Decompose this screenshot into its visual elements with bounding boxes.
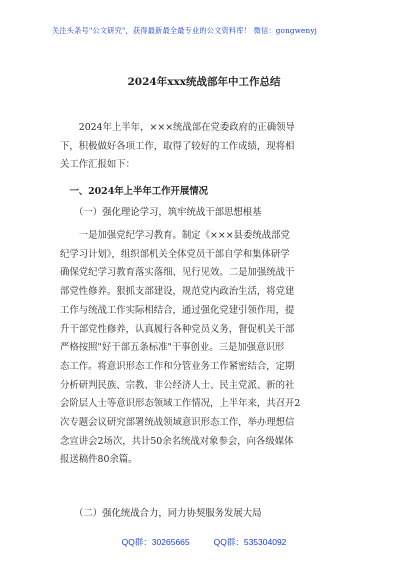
body-line: 一是加强党纪学习教育。制定《×××县委统战部党 (60, 230, 290, 241)
body-line: 部党性修养。狠抓支部建设，规范党内政治生活，将党建 (60, 286, 295, 298)
document-title: 2024年xxx统战部年中工作总结 (127, 76, 281, 88)
qq-group-1: QQ群：30265665 (121, 537, 190, 547)
body-line: 态工作。将意识形态工作和分管业务工作紧密结合，定期 (60, 360, 295, 372)
body-line: 纪学习计划》，组织部机关全体党员干部自学和集体研学 (60, 248, 290, 260)
body-line: 严格按照"好干部五条标准"干事创业。三是加强意识形 (60, 342, 285, 354)
body-line: 念宣讲会2场次，共计50余名统战对象参会，向各级媒体 (60, 435, 294, 447)
intro-line: 2024年上半年，×××统战部在党委政府的正确领导 (60, 122, 295, 133)
body-paragraph (60, 227, 350, 470)
section-heading: 一、2024年上半年工作开展情况 (60, 186, 208, 197)
body-line: 报送稿件80余篇。 (60, 454, 138, 466)
body-line: 确保党纪学习教育落实落细、见行见效。二是加强统战干 (60, 267, 295, 279)
intro-line: 下，积极做好各项工作，取得了较好的工作成绩，现将相 (60, 140, 295, 152)
subsection-heading: （二）强化统战合力，同力协契服务发展大局 (60, 508, 262, 519)
subsection-heading: （一）强化理论学习，筑牢统战干部思想根基 (60, 207, 262, 218)
qq-group-2: QQ群：535304092 (213, 537, 287, 547)
body-line: 工作与统战工作实际相结合，通过强化党建引领作用，提 (60, 304, 295, 316)
body-line: 升干部党性修养，认真履行各种党员义务，督促机关干部 (60, 323, 295, 335)
body-line: 分析研判民族、宗教、非公经济人士、民主党派、新的社 (60, 379, 295, 391)
body-line: 次专题会议研究部署统战领域意识形态工作，举办理想信 (60, 417, 295, 429)
body-line: 会阶层人士等意识形态领域工作情况，上半年来，共召开2 (60, 398, 301, 410)
intro-line: 关工作汇报如下： (60, 159, 136, 171)
footer (0, 536, 408, 548)
header-notice: 关注头条号"公文研究"，获得最新最全最专业的公文资料库！ 微信：gongwenyj (52, 26, 318, 35)
intro-paragraph (60, 119, 350, 175)
